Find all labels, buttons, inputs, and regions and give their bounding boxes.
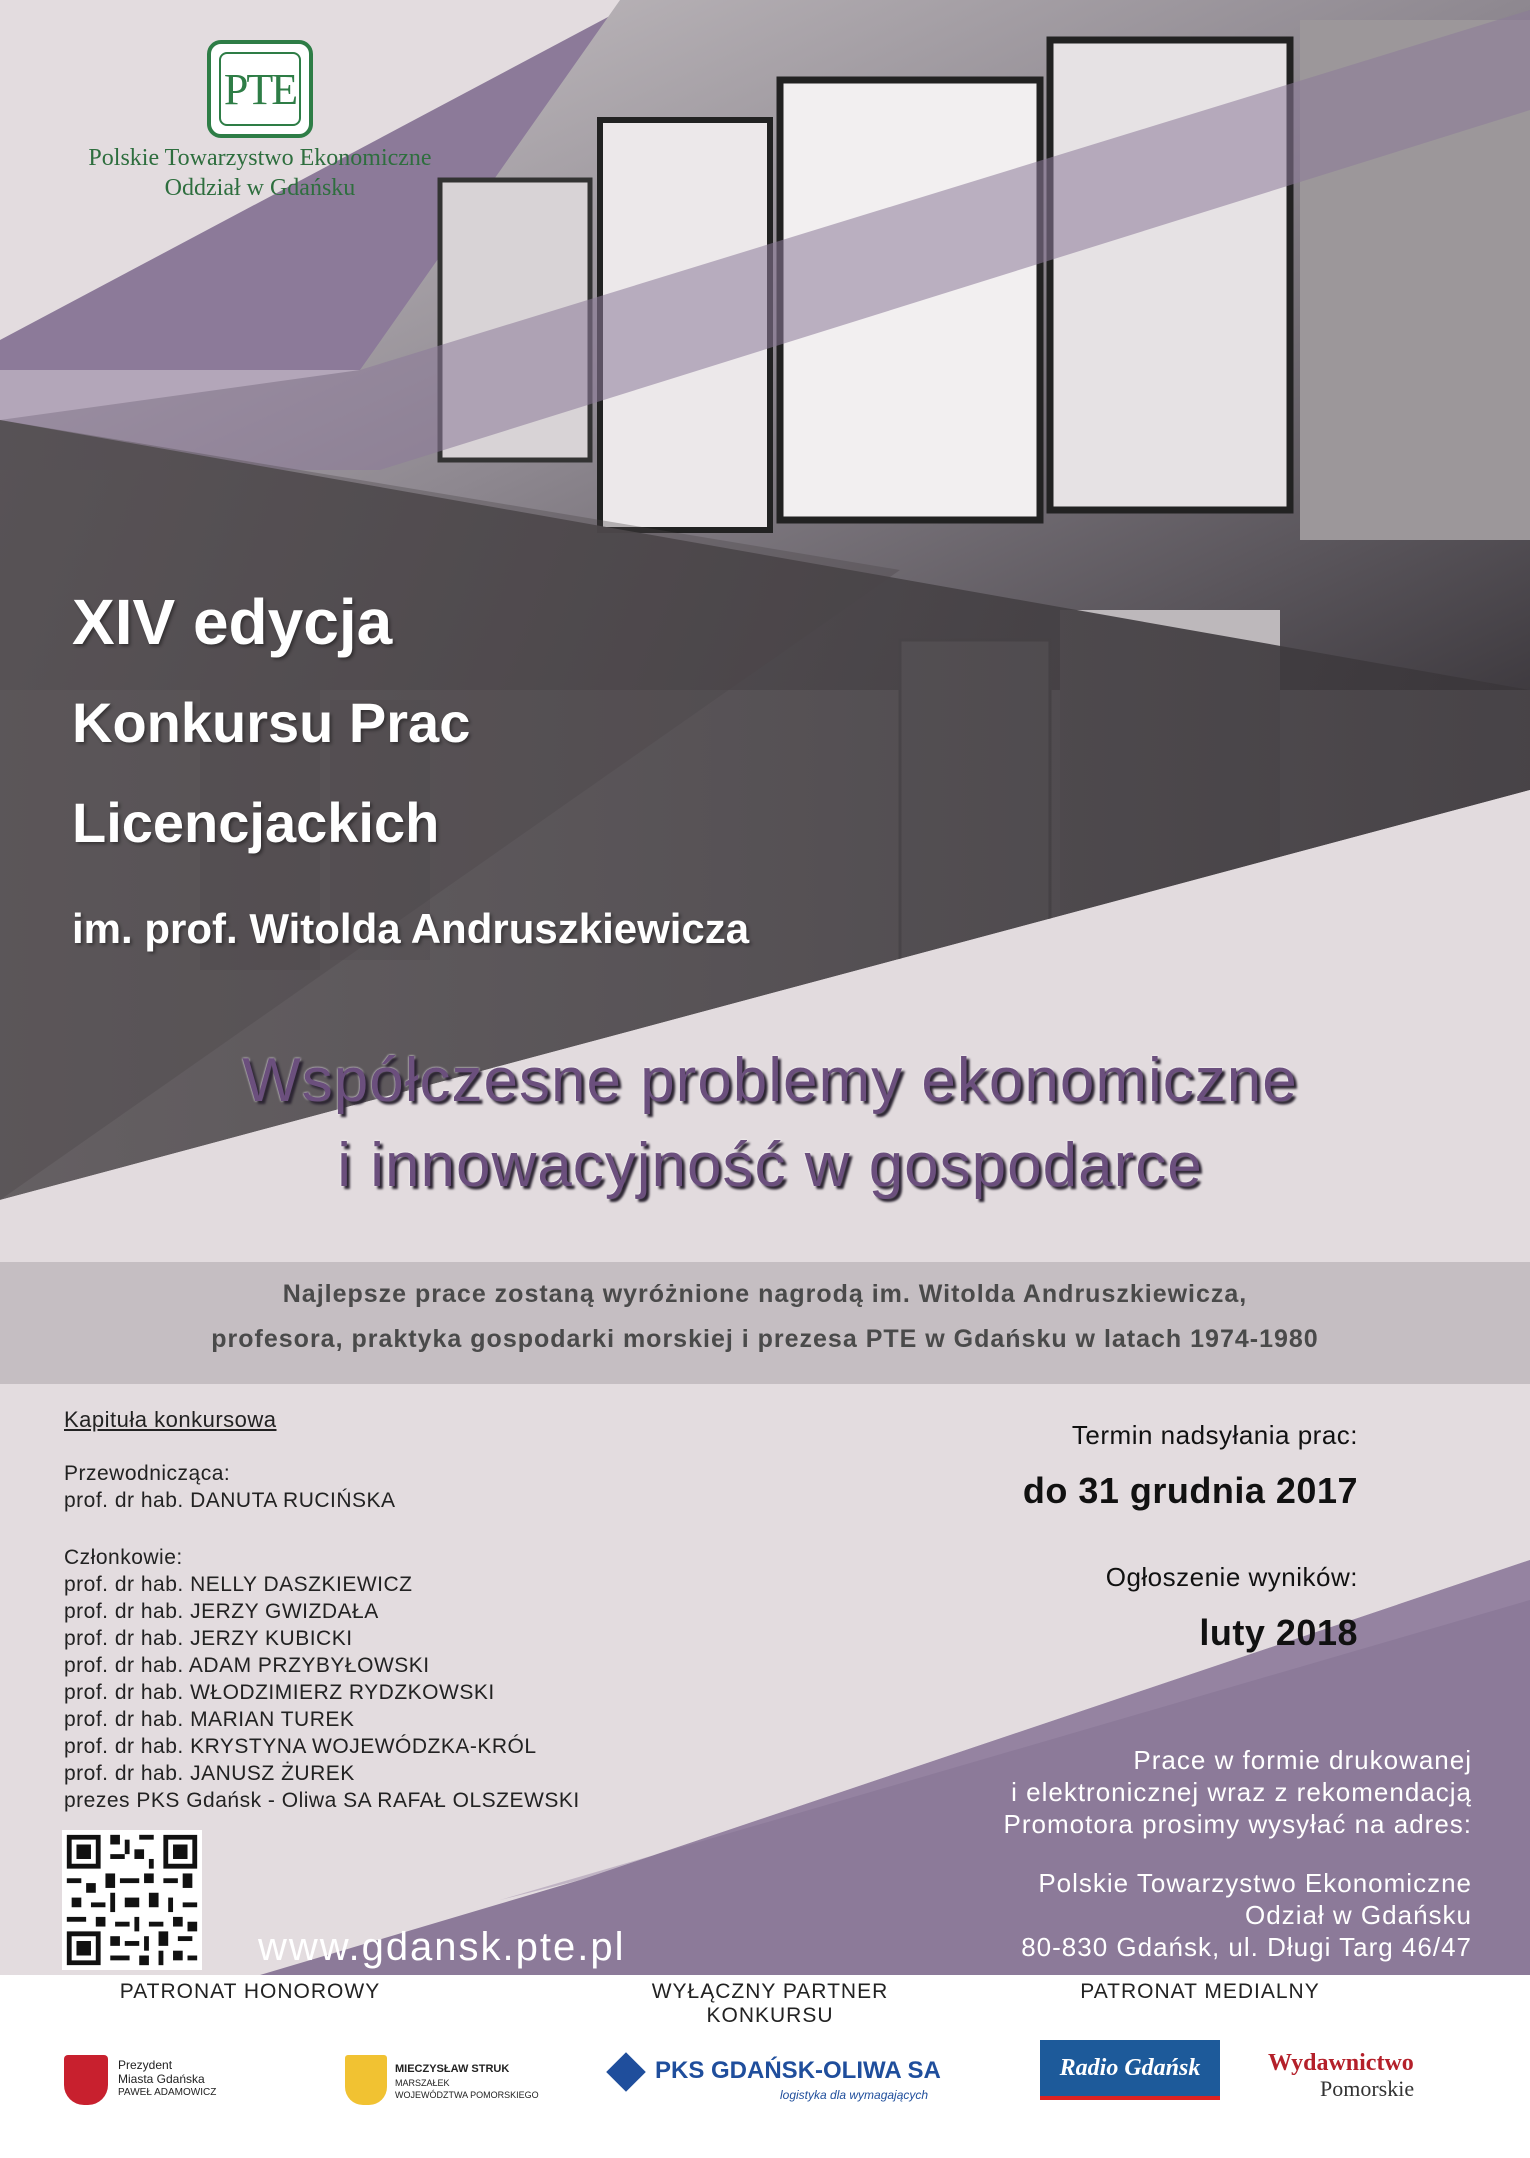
wydawnictwo-logo-line2: Pomorskie [1320,2076,1415,2101]
partner-heading-line1: WYŁĄCZNY PARTNER [651,1980,889,2003]
pte-logo [207,40,313,138]
submission-line3: Promotora prosimy wysyłać na adres: [1003,1809,1472,1839]
address-line2: Odział w Gdańsku [1245,1900,1472,1930]
radio-gdansk-text: Radio Gdańsk [1059,2054,1201,2081]
pomorskie-crest-icon [345,2055,387,2105]
address-line1: Polskie Towarzystwo Ekonomiczne [1038,1868,1472,1898]
member-item: prof. dr hab. JANUSZ ŻUREK [64,1762,355,1785]
media-heading: PATRONAT MEDIALNY [1080,1980,1320,2003]
wydawnictwo-logo-line1: Wydawnictwo [1268,2050,1414,2076]
mayor-logo-line1: Prezydent [118,2058,173,2072]
honorary-heading: PATRONAT HONOROWY [119,1980,381,2003]
results-label: Ogłoszenie wyników: [1105,1562,1358,1592]
member-item: prof. dr hab. JERZY KUBICKI [64,1627,353,1650]
award-line2: profesora, praktyka gospodarki morskiej i prezesa PTE w Gdańsku w latach 1974-1980 [211,1325,1319,1353]
pks-logo-name: PKS GDAŃSK-OLIWA SA [655,2057,941,2084]
pte-logo-text: PTE [219,52,301,126]
mayor-logo-line3: PAWEŁ ADAMOWICZ [118,2087,217,2098]
edition-title: XIV edycja [72,586,393,658]
chair-label: Przewodnicząca: [64,1462,231,1485]
theme-line2: i innowacyjność w gospodarce [337,1131,1203,1200]
org-branch: Oddział w Gdańsku [164,175,356,201]
member-item: prof. dr hab. KRYSTYNA WOJEWÓDZKA-KRÓL [64,1735,537,1758]
member-item: prof. dr hab. MARIAN TUREK [64,1708,355,1731]
award-line1: Najlepsze prace zostaną wyróżnione nagrodą im. Witolda Andruszkiewicza, [282,1280,1248,1308]
submission-line2: i elektronicznej wraz z rekomendacją [1011,1777,1472,1807]
contest-title-line2: Licencjackich [72,791,440,854]
patron-name: im. prof. Witolda Andruszkiewicza [72,905,750,952]
submission-line1: Prace w formie drukowanej [1133,1745,1472,1775]
website-link[interactable]: www.gdansk.pte.pl [258,1925,626,1969]
gdansk-crest-icon [64,2055,108,2105]
deadline-label: Termin nadsyłania prac: [1071,1420,1358,1450]
committee-heading: Kapituła konkursowa [64,1407,277,1432]
marshal-logo-line2: MARSZAŁEK [395,2078,450,2088]
marshal-logo-line3: WOJEWÓDZTWA POMORSKIEGO [395,2090,539,2100]
members-label: Członkowie: [64,1546,183,1569]
partner-heading-line2: KONKURSU [706,2004,834,2027]
radio-gdansk-logo [1040,2040,1220,2100]
contest-title-line1: Konkursu Prac [72,691,471,754]
member-item: prof. dr hab. JERZY GWIZDAŁA [64,1600,379,1623]
deadline-date: do 31 grudnia 2017 [1022,1470,1358,1511]
address-line3: 80-830 Gdańsk, ul. Długi Targ 46/47 [1021,1932,1472,1962]
member-item: prof. dr hab. WŁODZIMIERZ RYDZKOWSKI [64,1681,495,1704]
member-item: prof. dr hab. ADAM PRZYBYŁOWSKI [64,1654,430,1677]
theme-line1: Współczesne problemy ekonomiczne [242,1046,1298,1115]
mayor-logo-line2: Miasta Gdańska [118,2072,205,2086]
results-date: luty 2018 [1199,1612,1358,1653]
pks-logo-tagline: logistyka dla wymagających [780,2088,929,2102]
org-name: Polskie Towarzystwo Ekonomiczne [88,145,432,171]
member-item: prezes PKS Gdańsk - Oliwa SA RAFAŁ OLSZEWSKI [64,1789,580,1812]
member-item: prof. dr hab. NELLY DASZKIEWICZ [64,1573,413,1596]
marshal-logo-line1: MIECZYSŁAW STRUK [395,2063,510,2075]
qr-code[interactable] [62,1830,202,1970]
chair-name: prof. dr hab. DANUTA RUCIŃSKA [64,1489,396,1512]
